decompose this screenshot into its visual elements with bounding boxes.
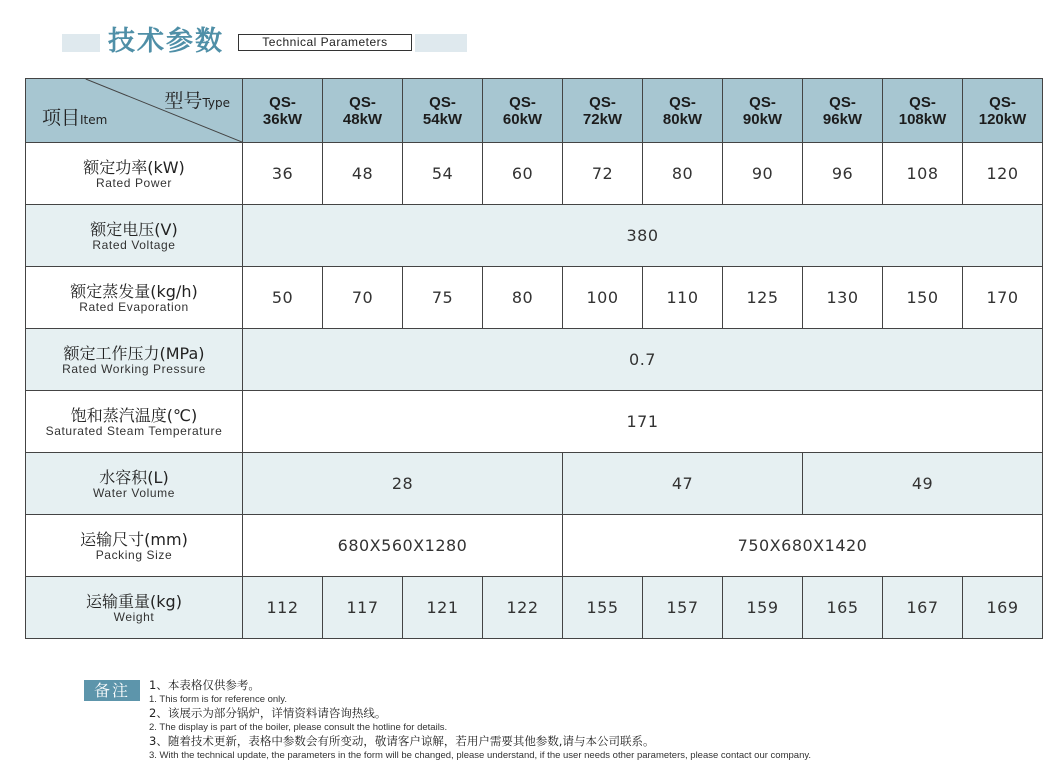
note-en: 2. The display is part of the boiler, please consult the hotline for details. bbox=[149, 722, 448, 733]
value-cell: 169 bbox=[963, 577, 1043, 639]
table-body bbox=[26, 143, 1043, 639]
value-cell: 100 bbox=[563, 267, 643, 329]
parameters-table bbox=[25, 78, 1043, 639]
table-row bbox=[26, 267, 1043, 329]
value-cell: 54 bbox=[403, 143, 483, 205]
model-prefix: QS- bbox=[749, 93, 776, 111]
model-name: 72kW bbox=[582, 110, 623, 128]
header-bar-right bbox=[415, 34, 467, 52]
value-cell: 108 bbox=[883, 143, 963, 205]
row-label-cn: 额定功率(kW) bbox=[83, 157, 185, 177]
model-header-cell bbox=[243, 79, 323, 143]
model-header-cell bbox=[403, 79, 483, 143]
model-header-cell bbox=[643, 79, 723, 143]
row-label-cell bbox=[26, 329, 243, 391]
notes-badge: 备注 bbox=[84, 680, 140, 701]
model-header-cell bbox=[323, 79, 403, 143]
note-cn: 2、该展示为部分锅炉，详情资料请咨询热线。 bbox=[149, 706, 387, 720]
value-cell: 170 bbox=[963, 267, 1043, 329]
model-prefix: QS- bbox=[349, 93, 376, 111]
model-header-cell bbox=[963, 79, 1043, 143]
notes-list bbox=[149, 678, 811, 762]
table-row bbox=[26, 143, 1043, 205]
value-cell: 72 bbox=[563, 143, 643, 205]
model-name: 54kW bbox=[422, 110, 463, 128]
page-subtitle: Technical Parameters bbox=[238, 34, 412, 51]
row-label-cn: 额定电压(V) bbox=[90, 219, 178, 239]
row-label-cell bbox=[26, 515, 243, 577]
value-cell: 80 bbox=[643, 143, 723, 205]
value-cell: 47 bbox=[563, 453, 803, 515]
corner-item-label: 项目Item bbox=[42, 107, 108, 129]
note-cn: 1、本表格仅供参考。 bbox=[149, 678, 260, 692]
model-name: 108kW bbox=[898, 110, 947, 128]
model-prefix: QS- bbox=[589, 93, 616, 111]
model-header-cell bbox=[883, 79, 963, 143]
model-prefix: QS- bbox=[269, 93, 296, 111]
value-cell: 90 bbox=[723, 143, 803, 205]
value-cell: 165 bbox=[803, 577, 883, 639]
value-cell: 49 bbox=[803, 453, 1043, 515]
value-cell: 96 bbox=[803, 143, 883, 205]
model-prefix: QS- bbox=[429, 93, 456, 111]
row-label-cell bbox=[26, 143, 243, 205]
model-header-cell bbox=[563, 79, 643, 143]
row-label-en: Weight bbox=[113, 609, 155, 624]
row-label-cn: 额定蒸发量(kg/h) bbox=[70, 281, 198, 301]
row-label-cell bbox=[26, 267, 243, 329]
value-cell: 167 bbox=[883, 577, 963, 639]
value-cell: 110 bbox=[643, 267, 723, 329]
table-row bbox=[26, 577, 1043, 639]
value-cell: 125 bbox=[723, 267, 803, 329]
model-prefix: QS- bbox=[829, 93, 856, 111]
value-cell: 112 bbox=[243, 577, 323, 639]
table-row bbox=[26, 205, 1043, 267]
model-name: 60kW bbox=[502, 110, 543, 128]
header-bar-left bbox=[62, 34, 100, 52]
model-prefix: QS- bbox=[909, 93, 936, 111]
row-label-cn: 饱和蒸汽温度(℃) bbox=[70, 405, 198, 425]
model-name: 48kW bbox=[342, 110, 383, 128]
corner-cell bbox=[26, 79, 243, 143]
value-cell: 159 bbox=[723, 577, 803, 639]
value-cell: 0.7 bbox=[243, 329, 1043, 391]
value-cell: 121 bbox=[403, 577, 483, 639]
value-cell: 80 bbox=[483, 267, 563, 329]
value-cell: 28 bbox=[243, 453, 563, 515]
model-header-cell bbox=[723, 79, 803, 143]
value-cell: 680X560X1280 bbox=[243, 515, 563, 577]
row-label-cn: 运输重量(kg) bbox=[86, 591, 182, 611]
row-label-en: Saturated Steam Temperature bbox=[45, 423, 223, 438]
row-label-en: Water Volume bbox=[92, 485, 176, 500]
value-cell: 157 bbox=[643, 577, 723, 639]
note-en: 3. With the technical update, the parameters in the form will be changed, please understand, if the user needs other parameters, please contact our company. bbox=[149, 750, 812, 761]
value-cell: 70 bbox=[323, 267, 403, 329]
model-prefix: QS- bbox=[989, 93, 1016, 111]
model-prefix: QS- bbox=[509, 93, 536, 111]
row-label-en: Packing Size bbox=[95, 547, 173, 562]
value-cell: 75 bbox=[403, 267, 483, 329]
row-label-en: Rated Voltage bbox=[92, 237, 176, 252]
row-label-en: Rated Working Pressure bbox=[62, 361, 206, 376]
value-cell: 120 bbox=[963, 143, 1043, 205]
row-label-cell bbox=[26, 205, 243, 267]
row-label-cell bbox=[26, 391, 243, 453]
table-row bbox=[26, 329, 1043, 391]
row-label-cn: 运输尺寸(mm) bbox=[80, 529, 188, 549]
model-header-cell bbox=[803, 79, 883, 143]
table-header-row bbox=[26, 79, 1043, 143]
table-row bbox=[26, 515, 1043, 577]
model-name: 96kW bbox=[822, 110, 863, 128]
value-cell: 750X680X1420 bbox=[563, 515, 1043, 577]
value-cell: 117 bbox=[323, 577, 403, 639]
model-name: 36kW bbox=[262, 110, 303, 128]
model-name: 80kW bbox=[662, 110, 703, 128]
row-label-en: Rated Power bbox=[96, 175, 172, 190]
row-label-cell bbox=[26, 453, 243, 515]
model-header-cell bbox=[483, 79, 563, 143]
value-cell: 171 bbox=[243, 391, 1043, 453]
row-label-cn: 水容积(L) bbox=[99, 467, 169, 487]
row-label-en: Rated Evaporation bbox=[79, 299, 189, 314]
value-cell: 130 bbox=[803, 267, 883, 329]
model-prefix: QS- bbox=[669, 93, 696, 111]
value-cell: 122 bbox=[483, 577, 563, 639]
corner-type-label: 型号Type bbox=[164, 90, 230, 112]
value-cell: 60 bbox=[483, 143, 563, 205]
value-cell: 36 bbox=[243, 143, 323, 205]
table-row bbox=[26, 453, 1043, 515]
note-cn: 3、随着技术更新，表格中参数会有所变动，敬请客户谅解，若用户需要其他参数,请与本公司联系。 bbox=[149, 734, 655, 748]
model-name: 120kW bbox=[978, 110, 1027, 128]
value-cell: 48 bbox=[323, 143, 403, 205]
value-cell: 155 bbox=[563, 577, 643, 639]
page-title: 技术参数 bbox=[108, 26, 224, 57]
table-row bbox=[26, 391, 1043, 453]
model-name: 90kW bbox=[742, 110, 783, 128]
row-label-cn: 额定工作压力(MPa) bbox=[63, 343, 205, 363]
value-cell: 380 bbox=[243, 205, 1043, 267]
value-cell: 50 bbox=[243, 267, 323, 329]
row-label-cell bbox=[26, 577, 243, 639]
note-en: 1. This form is for reference only. bbox=[149, 694, 287, 705]
value-cell: 150 bbox=[883, 267, 963, 329]
